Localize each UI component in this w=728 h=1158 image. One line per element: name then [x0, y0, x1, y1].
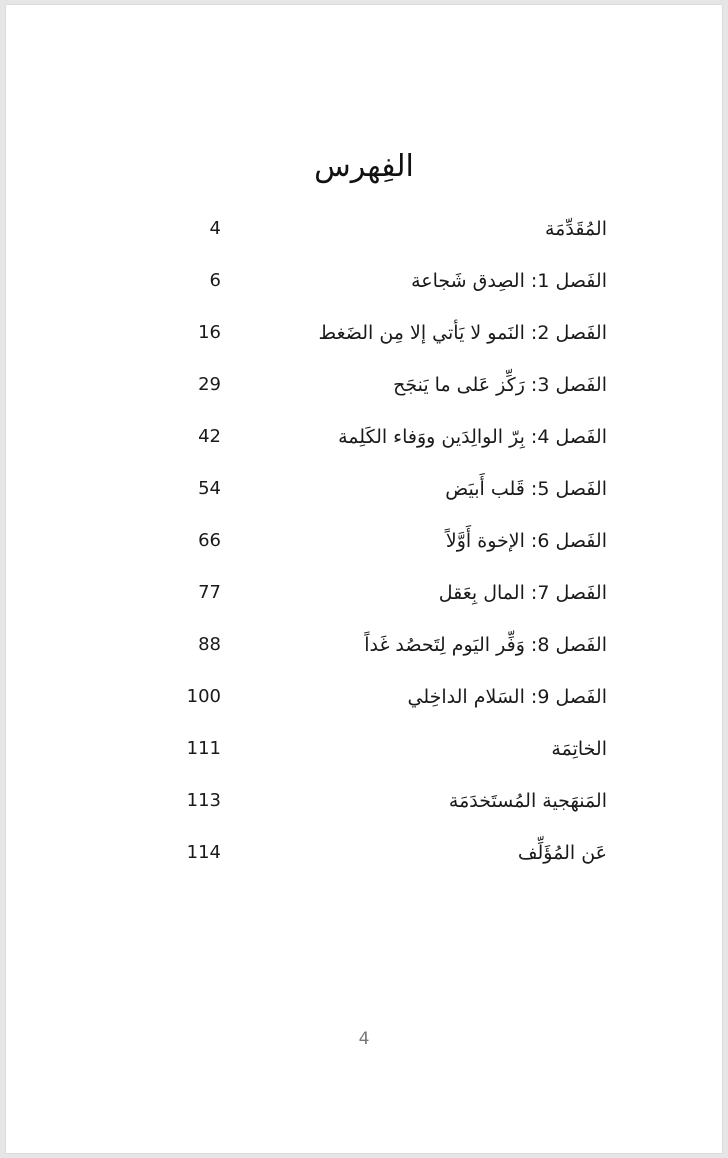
toc-entry-label: الخاتِمَة — [551, 738, 607, 760]
toc-list — [171, 203, 607, 879]
toc-entry-page: 111 — [186, 738, 221, 759]
toc-entry[interactable] — [171, 255, 607, 307]
toc-entry[interactable] — [171, 827, 607, 879]
toc-entry-label: المُقَدِّمَة — [544, 218, 607, 240]
document-page — [6, 5, 722, 1153]
toc-entry-label: المَنهَجية المُستَخدَمَة — [448, 790, 607, 812]
toc-entry[interactable] — [171, 619, 607, 671]
toc-entry[interactable] — [171, 411, 607, 463]
toc-entry-page: 113 — [186, 790, 221, 811]
page-number: 4 — [358, 1029, 370, 1049]
toc-entry-label: الفَصل 6: الإخوة أَوَّلاً — [445, 530, 607, 552]
toc-entry-page: 4 — [209, 218, 221, 239]
toc-entry[interactable] — [171, 671, 607, 723]
toc-entry-label: عَن المُؤَلِّف — [517, 842, 607, 864]
toc-entry-label: الفَصل 3: رَكِّز عَلى ما يَنجَح — [393, 374, 607, 396]
toc-entry-page: 16 — [198, 322, 221, 343]
toc-entry[interactable] — [171, 567, 607, 619]
toc-entry[interactable] — [171, 307, 607, 359]
toc-entry-page: 42 — [198, 426, 221, 447]
toc-entry-label: الفَصل 8: وَفِّر اليَوم لِتَحصُد غَداً — [364, 634, 607, 656]
toc-entry-page: 100 — [186, 686, 221, 707]
toc-entry[interactable] — [171, 463, 607, 515]
toc-entry-page: 6 — [209, 270, 221, 291]
toc-entry[interactable] — [171, 775, 607, 827]
toc-entry-page: 66 — [198, 530, 221, 551]
toc-entry[interactable] — [171, 203, 607, 255]
toc-entry-page: 77 — [198, 582, 221, 603]
toc-entry-page: 54 — [198, 478, 221, 499]
toc-entry[interactable] — [171, 359, 607, 411]
toc-title: الفِهرس — [314, 149, 414, 184]
toc-entry[interactable] — [171, 723, 607, 775]
toc-entry-page: 88 — [198, 634, 221, 655]
toc-entry[interactable] — [171, 515, 607, 567]
toc-entry-label: الفَصل 7: المال بِعَقل — [438, 582, 607, 604]
toc-entry-label: الفَصل 1: الصِدق شَجاعة — [411, 270, 607, 292]
toc-entry-label: الفَصل 4: بِرّ الوالِدَين ووَفاء الكَلِمة — [338, 426, 607, 448]
toc-entry-label: الفَصل 9: السَلام الداخِلي — [407, 686, 607, 708]
toc-entry-page: 114 — [186, 842, 221, 863]
toc-entry-label: الفَصل 5: قَلب أَبيَض — [445, 478, 607, 500]
toc-entry-label: الفَصل 2: النَمو لا يَأتي إلا مِن الضَغط — [318, 322, 607, 344]
toc-entry-page: 29 — [198, 374, 221, 395]
